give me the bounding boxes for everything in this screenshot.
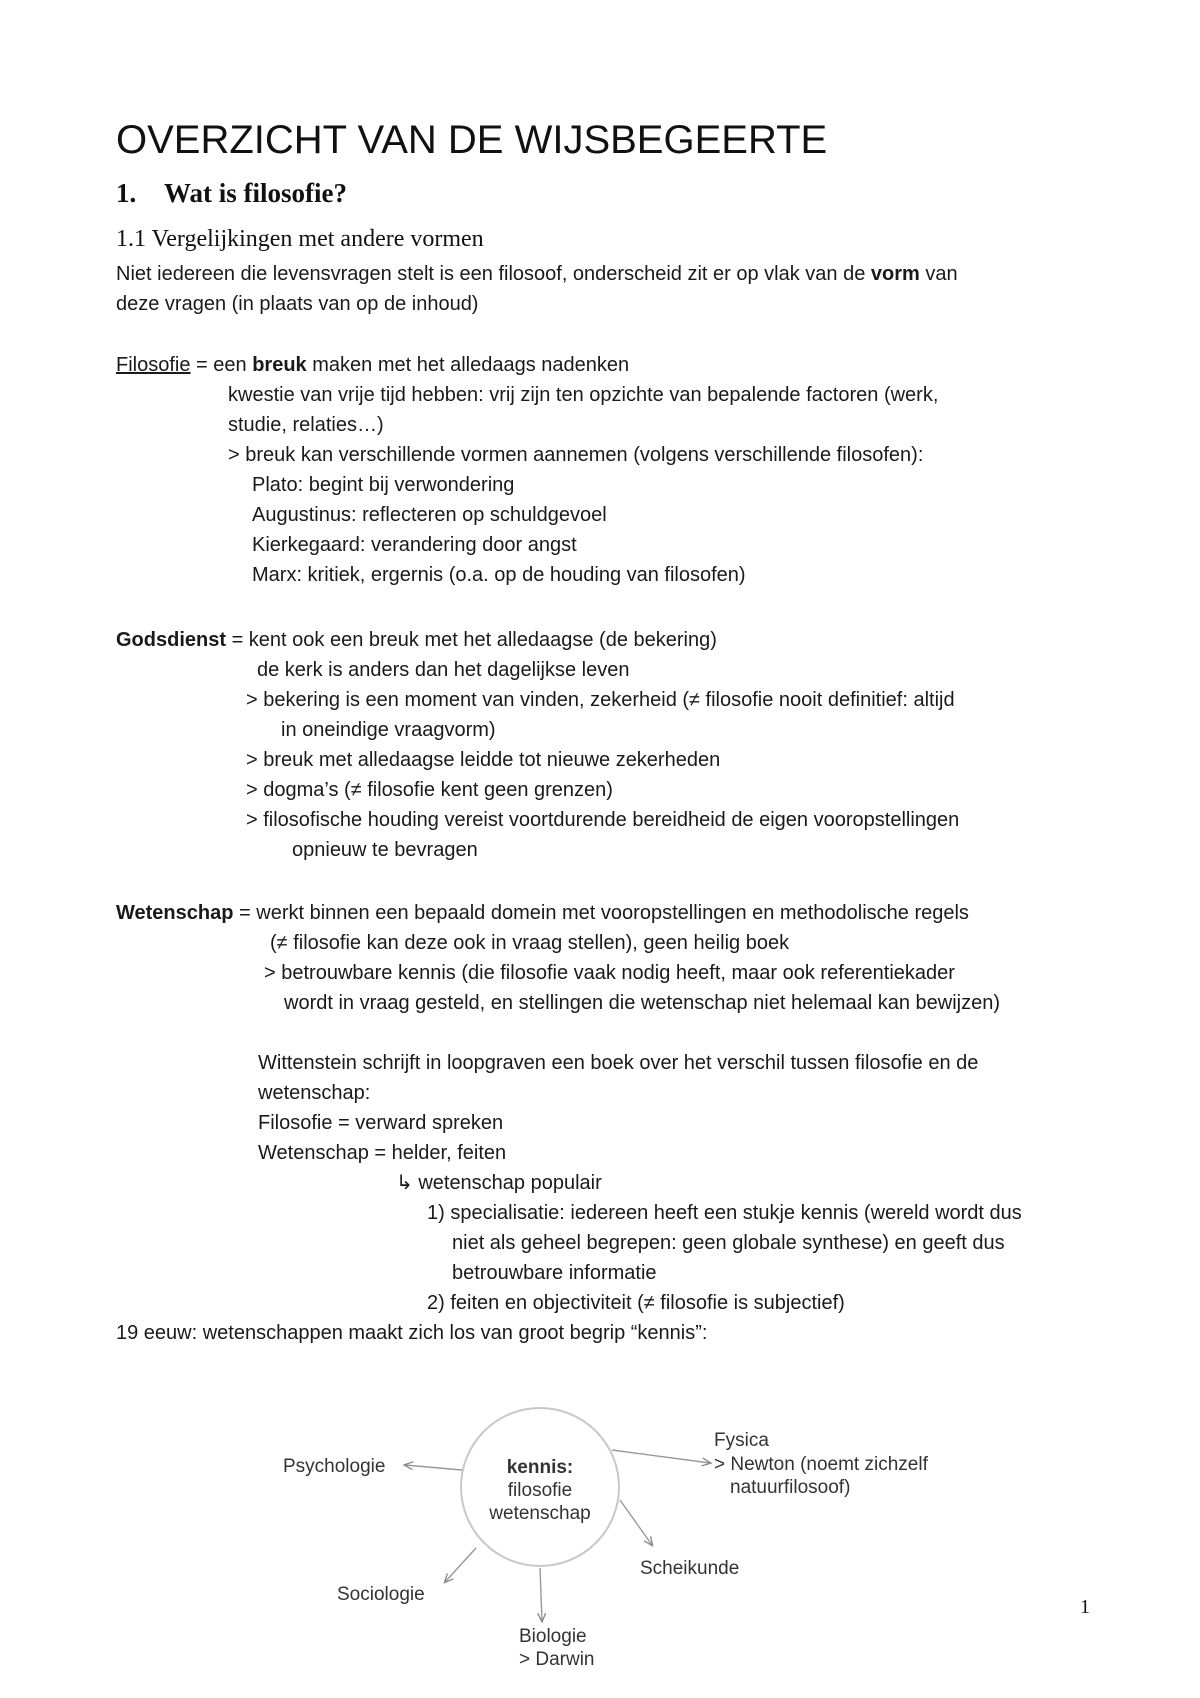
filosofie-line: Kierkegaard: verandering door angst — [252, 534, 577, 556]
page-number: 1 — [1080, 1596, 1090, 1618]
wittenstein-line: ↳ wetenschap populair — [396, 1172, 602, 1194]
filosofie-line: > breuk kan verschillende vormen aannemen (volgens verschillende filosofen): — [228, 444, 924, 466]
godsdienst-line: > breuk met alledaagse leidde tot nieuwe zekerheden — [246, 749, 721, 771]
intro-emphasis: vorm — [870, 263, 920, 285]
wetenschap-line: wordt in vraag gesteld, en stellingen die wetenschap niet helemaal kan bewijzen) — [284, 992, 1000, 1014]
wittenstein-line: 2) feiten en objectiviteit (≠ filosofie is subjectief) — [427, 1292, 845, 1314]
arrow-biologie — [540, 1568, 542, 1621]
label-biologie: Biologie — [519, 1626, 587, 1647]
center-label: wetenschap — [489, 1503, 591, 1524]
filosofie-line: studie, relaties…) — [228, 414, 384, 436]
section-heading-text: Wat is filosofie? — [164, 178, 347, 208]
wittenstein-line: Filosofie = verward spreken — [258, 1112, 504, 1134]
godsdienst-line: de kerk is anders dan het dagelijkse leven — [257, 659, 630, 681]
godsdienst-line: opnieuw te bevragen — [292, 839, 478, 861]
wittenstein-line: Wetenschap = helder, feiten — [258, 1142, 507, 1164]
arrow-scheikunde — [620, 1500, 652, 1545]
label-scheikunde: Scheikunde — [640, 1558, 740, 1579]
filosofie-line: Marx: kritiek, ergernis (o.a. op de houding van filosofen) — [252, 564, 746, 586]
definition-text: = een — [190, 354, 253, 376]
arrow-psychologie — [405, 1465, 462, 1470]
wittenstein-line: niet als geheel begrepen: geen globale synthese) en geeft dus — [452, 1232, 1005, 1254]
arrow-sociologie — [445, 1548, 476, 1582]
label-fysica-detail: > Newton (noemt zichzelf — [714, 1454, 928, 1475]
definition-emphasis: breuk — [252, 354, 307, 376]
godsdienst-line: > bekering is een moment van vinden, zekerheid (≠ filosofie nooit definitief: altijd — [246, 689, 955, 711]
filosofie-line: Augustinus: reflecteren op schuldgevoel — [252, 504, 607, 526]
wetenschap-line: > betrouwbare kennis (die filosofie vaak nodig heeft, maar ook referentiekader — [264, 962, 955, 984]
filosofie-term: Filosofie — [116, 354, 191, 376]
century-line: 19 eeuw: wetenschappen maakt zich los van groot begrip “kennis”: — [116, 1322, 708, 1344]
arrow-fysica — [612, 1450, 710, 1463]
center-label-title: kennis: — [506, 1457, 574, 1478]
label-sociologie: Sociologie — [337, 1584, 425, 1605]
godsdienst-line: > dogma’s (≠ filosofie kent geen grenzen) — [246, 779, 613, 801]
intro-text-end: van — [919, 263, 958, 285]
definition-text: = werkt binnen een bepaald domein met vooropstellingen en methodolische regels — [233, 902, 969, 924]
intro-line-2: deze vragen (in plaats van op de inhoud) — [116, 293, 479, 315]
definition-text: maken met het alledaags nadenken — [306, 354, 630, 376]
center-label: filosofie — [507, 1480, 573, 1501]
filosofie-line: kwestie van vrije tijd hebben: vrij zijn ten opzichte van bepalende factoren (werk, — [228, 384, 939, 406]
definition-text: = kent ook een breuk met het alledaagse (de bekering) — [226, 629, 717, 651]
wetenschap-term: Wetenschap — [116, 902, 234, 924]
godsdienst-term: Godsdienst — [116, 629, 227, 651]
document-title: OVERZICHT VAN DE WIJSBEGEERTE — [116, 118, 828, 162]
filosofie-line: Plato: begint bij verwondering — [252, 474, 515, 496]
wittenstein-line: wetenschap: — [258, 1082, 371, 1104]
label-biologie-detail: > Darwin — [519, 1649, 595, 1670]
section-number: 1. — [116, 178, 137, 208]
godsdienst-line: in oneindige vraagvorm) — [281, 719, 496, 741]
wittenstein-line: 1) specialisatie: iedereen heeft een stukje kennis (wereld wordt dus — [427, 1202, 1022, 1224]
wittenstein-line: Wittenstein schrijft in loopgraven een boek over het verschil tussen filosofie en de — [258, 1052, 979, 1074]
wittenstein-line: betrouwbare informatie — [452, 1262, 657, 1284]
subsection-heading: 1.1 Vergelijkingen met andere vormen — [116, 226, 484, 252]
label-psychologie: Psychologie — [283, 1456, 386, 1477]
godsdienst-line: > filosofische houding vereist voortdurende bereidheid de eigen vooropstellingen — [246, 809, 960, 831]
wetenschap-line: (≠ filosofie kan deze ook in vraag stellen), geen heilig boek — [270, 932, 790, 954]
label-fysica: Fysica — [714, 1430, 769, 1451]
intro-text: Niet iedereen die levensvragen stelt is een filosoof, onderscheid zit er op vlak van de — [116, 263, 871, 285]
label-fysica-detail: natuurfilosoof) — [730, 1477, 851, 1498]
